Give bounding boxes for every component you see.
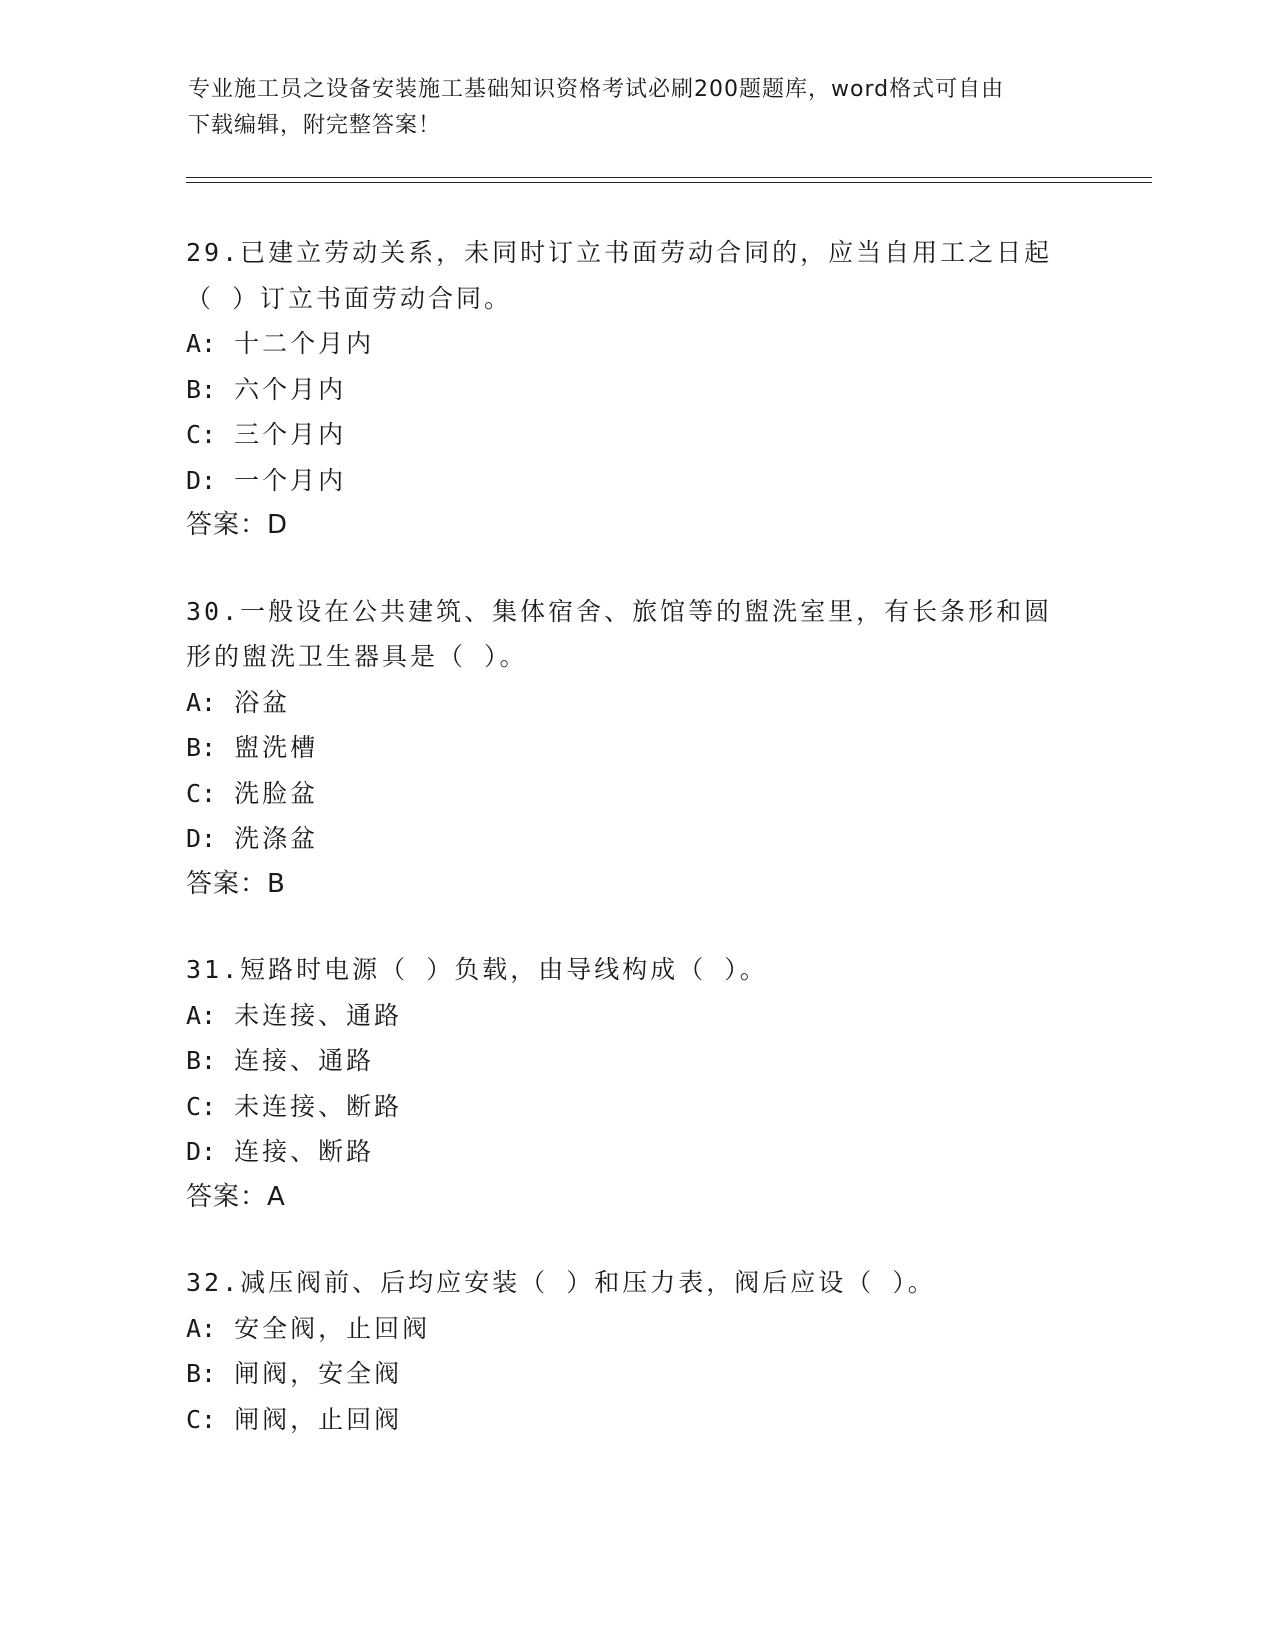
option-letter: B:	[186, 374, 217, 404]
option-c	[186, 1397, 1086, 1443]
header-line-2: 下载编辑，附完整答案！	[188, 113, 442, 138]
option-letter: B:	[186, 1046, 217, 1075]
option-letter: A:	[186, 687, 217, 717]
question-text-continued: （ ）订立书面劳动合同。	[186, 283, 513, 313]
option-letter: A:	[186, 1313, 217, 1343]
option-letter: D:	[186, 824, 217, 853]
option-b	[186, 725, 1086, 771]
answer-line: 答案：A	[186, 1181, 286, 1212]
question-list	[186, 230, 1086, 1482]
option-text: 未连接、断路	[234, 1091, 403, 1121]
option-text: 安全阀，止回阀	[234, 1313, 431, 1343]
option-letter: B:	[186, 1359, 217, 1388]
question-29	[186, 230, 1086, 549]
question-31	[186, 947, 1086, 1220]
option-text: 洗涤盆	[234, 824, 319, 853]
answer-line: 答案：D	[186, 510, 289, 540]
option-text: 六个月内	[234, 374, 347, 404]
option-d	[186, 1129, 1086, 1175]
option-letter: C:	[186, 420, 217, 449]
option-letter: D:	[186, 1137, 217, 1166]
header-divider-bottom	[186, 182, 1152, 183]
question-text: 30.一般设在公共建筑、集体宿舍、旅馆等的盥洗室里，有长条形和圆	[186, 596, 1053, 626]
option-letter: A:	[186, 329, 217, 358]
question-text-continued: 形的盥洗卫生器具是（ ）。	[186, 642, 528, 671]
option-d	[186, 816, 1086, 862]
answer-line: 答案：B	[186, 868, 286, 899]
option-letter: C:	[186, 1091, 217, 1121]
question-text: 31.短路时电源（ ）负载，由导线构成（ ）。	[186, 955, 768, 984]
option-text: 连接、通路	[234, 1046, 375, 1075]
option-letter: C:	[186, 778, 217, 808]
option-c	[186, 412, 1086, 458]
question-30	[186, 589, 1086, 908]
option-text: 未连接、通路	[234, 1000, 403, 1030]
document-header	[188, 72, 1088, 144]
question-text: 32.减压阀前、后均应安装（ ）和压力表，阀后应设（ ）。	[186, 1268, 936, 1297]
option-b	[186, 367, 1086, 413]
option-letter: A:	[186, 1000, 217, 1030]
option-text: 一个月内	[234, 465, 347, 495]
option-text: 闸阀，安全阀	[234, 1359, 403, 1388]
option-c	[186, 771, 1086, 817]
option-a	[186, 680, 1086, 726]
option-c	[186, 1084, 1086, 1130]
option-b	[186, 1038, 1086, 1084]
option-a	[186, 1306, 1086, 1352]
option-text: 洗脸盆	[234, 778, 319, 808]
option-a	[186, 993, 1086, 1039]
option-text: 闸阀，止回阀	[234, 1404, 403, 1434]
header-line-1: 专业施工员之设备安装施工基础知识资格考试必刷200题题库，word格式可自由	[188, 77, 1005, 102]
option-text: 连接、断路	[234, 1137, 375, 1166]
question-32	[186, 1260, 1086, 1442]
option-text: 盥洗槽	[234, 733, 319, 762]
option-text: 十二个月内	[234, 329, 375, 358]
option-text: 三个月内	[234, 420, 347, 449]
option-d	[186, 458, 1086, 504]
option-letter: D:	[186, 465, 217, 495]
option-letter: C:	[186, 1404, 217, 1434]
option-a	[186, 321, 1086, 367]
option-b	[186, 1351, 1086, 1397]
header-divider-top	[186, 177, 1152, 178]
question-text: 29.已建立劳动关系，未同时订立书面劳动合同的，应当自用工之日起	[186, 238, 1053, 267]
option-letter: B:	[186, 733, 217, 762]
option-text: 浴盆	[234, 687, 291, 717]
